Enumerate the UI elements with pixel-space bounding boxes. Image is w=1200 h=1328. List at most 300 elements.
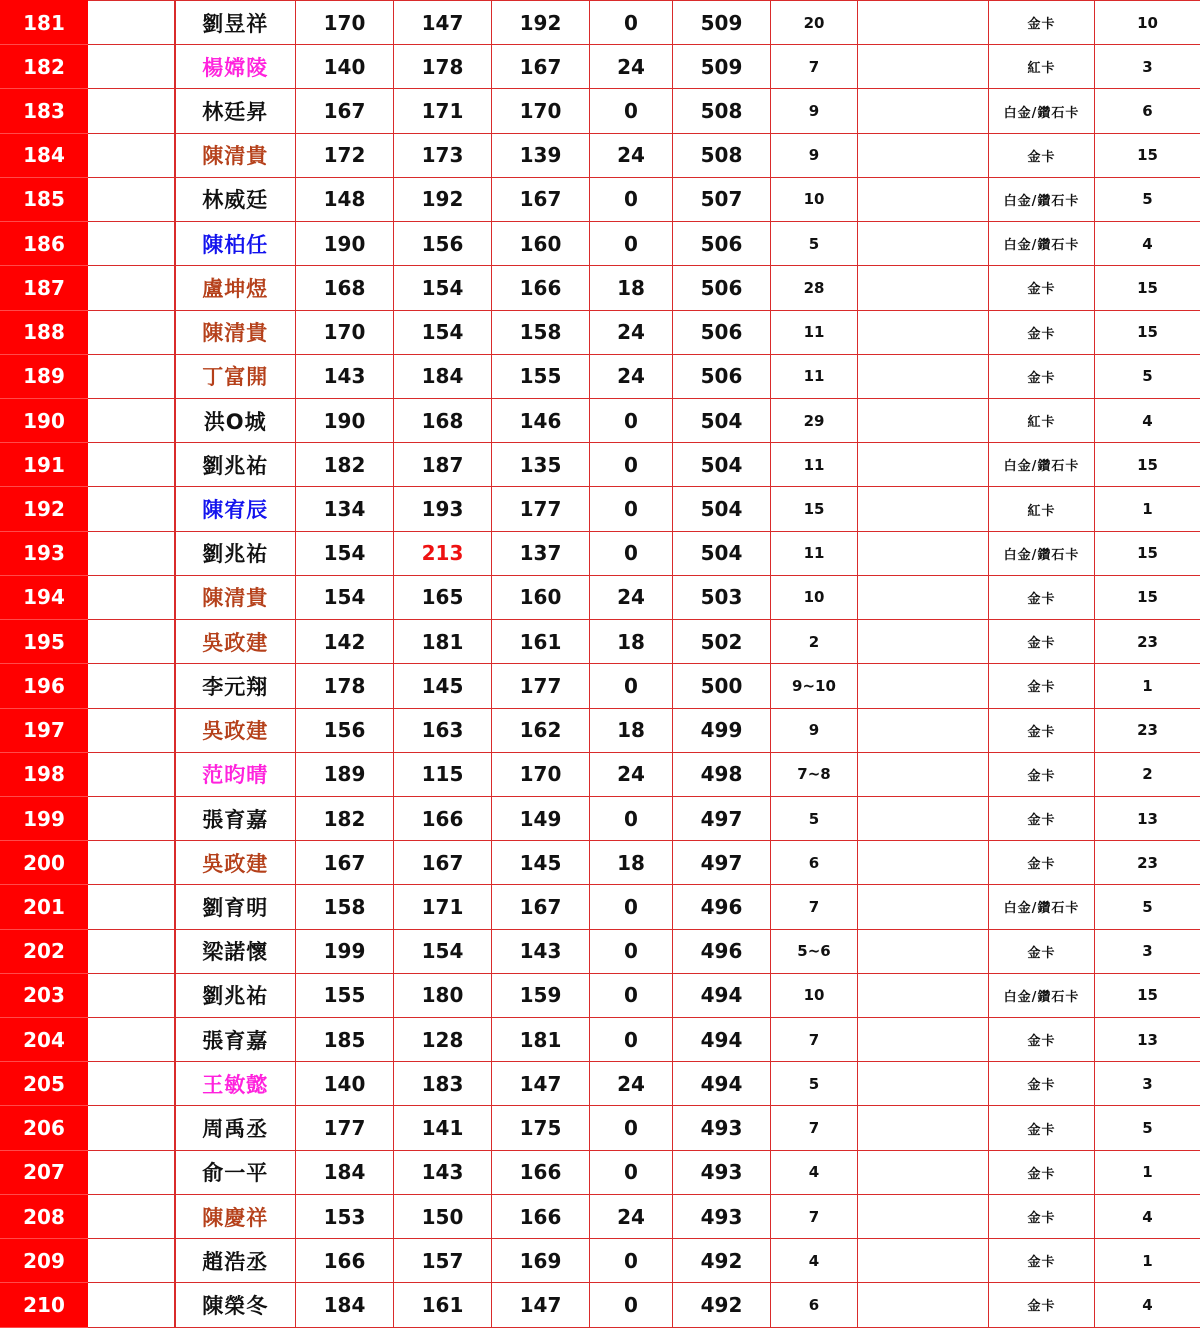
- player-name: 劉兆祐: [175, 443, 296, 487]
- member-card: 紅卡: [989, 45, 1095, 89]
- lane-number: 11: [771, 531, 858, 575]
- member-card: 金卡: [989, 310, 1095, 354]
- member-card: 金卡: [989, 664, 1095, 708]
- handicap: 0: [590, 89, 673, 133]
- handicap: 0: [590, 398, 673, 442]
- member-card: 白金/鑽石卡: [989, 177, 1095, 221]
- note-cell: [858, 708, 989, 752]
- table-row: [1, 443, 1200, 487]
- table-row: [1, 1283, 1200, 1327]
- play-count: 23: [1095, 620, 1200, 664]
- handicap: 24: [590, 354, 673, 398]
- player-name: 趙浩丞: [175, 1239, 296, 1283]
- lane-number: 5: [771, 222, 858, 266]
- lane-number: 9~10: [771, 664, 858, 708]
- total-score: 493: [673, 1106, 771, 1150]
- note-cell: [858, 620, 989, 664]
- total-score: 502: [673, 620, 771, 664]
- play-count: 10: [1095, 1, 1200, 45]
- handicap: 18: [590, 841, 673, 885]
- handicap: 0: [590, 1283, 673, 1327]
- rank-cell: 203: [1, 973, 88, 1017]
- play-count: 3: [1095, 1062, 1200, 1106]
- note-cell: [858, 973, 989, 1017]
- rank-cell: 186: [1, 222, 88, 266]
- rank-cell: 201: [1, 885, 88, 929]
- table-row: [1, 354, 1200, 398]
- member-card: 金卡: [989, 266, 1095, 310]
- game2-score: 167: [394, 841, 492, 885]
- play-count: 15: [1095, 266, 1200, 310]
- note-cell: [858, 310, 989, 354]
- total-score: 509: [673, 1, 771, 45]
- lane-number: 11: [771, 443, 858, 487]
- lane-number: 10: [771, 575, 858, 619]
- handicap: 24: [590, 310, 673, 354]
- note-cell: [858, 1239, 989, 1283]
- game2-score: 156: [394, 222, 492, 266]
- game1-score: 167: [296, 841, 394, 885]
- lane-number: 5~6: [771, 929, 858, 973]
- game1-score: 184: [296, 1283, 394, 1327]
- rank-band: [88, 973, 175, 1017]
- play-count: 4: [1095, 1194, 1200, 1238]
- total-score: 504: [673, 487, 771, 531]
- game2-score: 213: [394, 531, 492, 575]
- play-count: 15: [1095, 973, 1200, 1017]
- rank-cell: 204: [1, 1018, 88, 1062]
- game2-score: 192: [394, 177, 492, 221]
- note-cell: [858, 796, 989, 840]
- note-cell: [858, 487, 989, 531]
- member-card: 金卡: [989, 752, 1095, 796]
- game1-score: 177: [296, 1106, 394, 1150]
- handicap: 0: [590, 929, 673, 973]
- lane-number: 15: [771, 487, 858, 531]
- handicap: 0: [590, 1106, 673, 1150]
- game3-score: 161: [492, 620, 590, 664]
- rank-band: [88, 1194, 175, 1238]
- play-count: 2: [1095, 752, 1200, 796]
- table-row: [1, 664, 1200, 708]
- total-score: 492: [673, 1283, 771, 1327]
- game2-score: 163: [394, 708, 492, 752]
- game2-score: 171: [394, 89, 492, 133]
- game1-score: 170: [296, 310, 394, 354]
- member-card: 金卡: [989, 796, 1095, 840]
- play-count: 5: [1095, 177, 1200, 221]
- rank-cell: 202: [1, 929, 88, 973]
- table-row: [1, 398, 1200, 442]
- lane-number: 4: [771, 1150, 858, 1194]
- total-score: 504: [673, 398, 771, 442]
- rank-band: [88, 1150, 175, 1194]
- rank-band: [88, 664, 175, 708]
- member-card: 金卡: [989, 354, 1095, 398]
- game2-score: 165: [394, 575, 492, 619]
- member-card: 金卡: [989, 1283, 1095, 1327]
- total-score: 500: [673, 664, 771, 708]
- member-card: 金卡: [989, 1018, 1095, 1062]
- note-cell: [858, 575, 989, 619]
- handicap: 0: [590, 796, 673, 840]
- total-score: 496: [673, 885, 771, 929]
- play-count: 5: [1095, 1106, 1200, 1150]
- lane-number: 10: [771, 177, 858, 221]
- rank-cell: 188: [1, 310, 88, 354]
- player-name: 陳清貴: [175, 133, 296, 177]
- game3-score: 149: [492, 796, 590, 840]
- game2-score: 154: [394, 266, 492, 310]
- handicap: 0: [590, 487, 673, 531]
- table-row: [1, 929, 1200, 973]
- game2-score: 128: [394, 1018, 492, 1062]
- table-row: [1, 841, 1200, 885]
- player-name: 梁諾懷: [175, 929, 296, 973]
- lane-number: 9: [771, 89, 858, 133]
- handicap: 0: [590, 1018, 673, 1062]
- member-card: 白金/鑽石卡: [989, 89, 1095, 133]
- lane-number: 20: [771, 1, 858, 45]
- game3-score: 170: [492, 752, 590, 796]
- note-cell: [858, 354, 989, 398]
- play-count: 15: [1095, 443, 1200, 487]
- game3-score: 160: [492, 575, 590, 619]
- player-name: 林威廷: [175, 177, 296, 221]
- player-name: 陳慶祥: [175, 1194, 296, 1238]
- player-name: 范昀晴: [175, 752, 296, 796]
- total-score: 507: [673, 177, 771, 221]
- note-cell: [858, 222, 989, 266]
- game2-score: 115: [394, 752, 492, 796]
- handicap: 18: [590, 620, 673, 664]
- member-card: 金卡: [989, 1150, 1095, 1194]
- lane-number: 7: [771, 45, 858, 89]
- total-score: 497: [673, 841, 771, 885]
- note-cell: [858, 1150, 989, 1194]
- player-name: 陳清貴: [175, 575, 296, 619]
- game3-score: 162: [492, 708, 590, 752]
- player-name: 劉兆祐: [175, 531, 296, 575]
- rank-band: [88, 796, 175, 840]
- game3-score: 143: [492, 929, 590, 973]
- note-cell: [858, 266, 989, 310]
- rank-cell: 185: [1, 177, 88, 221]
- rank-cell: 193: [1, 531, 88, 575]
- lane-number: 28: [771, 266, 858, 310]
- total-score: 498: [673, 752, 771, 796]
- lane-number: 5: [771, 796, 858, 840]
- note-cell: [858, 1062, 989, 1106]
- handicap: 18: [590, 266, 673, 310]
- rank-band: [88, 575, 175, 619]
- game2-score: 193: [394, 487, 492, 531]
- rank-band: [88, 310, 175, 354]
- note-cell: [858, 1018, 989, 1062]
- game3-score: 158: [492, 310, 590, 354]
- rank-cell: 200: [1, 841, 88, 885]
- game1-score: 153: [296, 1194, 394, 1238]
- game1-score: 140: [296, 1062, 394, 1106]
- member-card: 金卡: [989, 1062, 1095, 1106]
- total-score: 504: [673, 443, 771, 487]
- game2-score: 154: [394, 929, 492, 973]
- game1-score: 168: [296, 266, 394, 310]
- table-row: [1, 708, 1200, 752]
- lane-number: 4: [771, 1239, 858, 1283]
- member-card: 金卡: [989, 708, 1095, 752]
- rank-band: [88, 1062, 175, 1106]
- handicap: 0: [590, 885, 673, 929]
- game2-score: 178: [394, 45, 492, 89]
- member-card: 金卡: [989, 1106, 1095, 1150]
- game1-score: 199: [296, 929, 394, 973]
- table-row: [1, 177, 1200, 221]
- game2-score: 143: [394, 1150, 492, 1194]
- game2-score: 181: [394, 620, 492, 664]
- rank-cell: 192: [1, 487, 88, 531]
- game2-score: 161: [394, 1283, 492, 1327]
- lane-number: 7: [771, 1018, 858, 1062]
- play-count: 1: [1095, 1239, 1200, 1283]
- rank-cell: 181: [1, 1, 88, 45]
- lane-number: 7: [771, 885, 858, 929]
- member-card: 白金/鑽石卡: [989, 222, 1095, 266]
- rank-band: [88, 266, 175, 310]
- game3-score: 177: [492, 664, 590, 708]
- rank-band: [88, 45, 175, 89]
- game2-score: 145: [394, 664, 492, 708]
- lane-number: 5: [771, 1062, 858, 1106]
- game1-score: 166: [296, 1239, 394, 1283]
- note-cell: [858, 1106, 989, 1150]
- game2-score: 154: [394, 310, 492, 354]
- game3-score: 166: [492, 266, 590, 310]
- play-count: 3: [1095, 929, 1200, 973]
- player-name: 洪O城: [175, 398, 296, 442]
- total-score: 508: [673, 89, 771, 133]
- game1-score: 142: [296, 620, 394, 664]
- game2-score: 180: [394, 973, 492, 1017]
- game1-score: 167: [296, 89, 394, 133]
- game3-score: 167: [492, 45, 590, 89]
- table-row: [1, 1106, 1200, 1150]
- game1-score: 155: [296, 973, 394, 1017]
- table-row: [1, 222, 1200, 266]
- total-score: 506: [673, 222, 771, 266]
- play-count: 5: [1095, 885, 1200, 929]
- total-score: 508: [673, 133, 771, 177]
- player-name: 周禹丞: [175, 1106, 296, 1150]
- handicap: 24: [590, 1194, 673, 1238]
- game3-score: 169: [492, 1239, 590, 1283]
- member-card: 金卡: [989, 133, 1095, 177]
- game1-score: 190: [296, 222, 394, 266]
- rank-cell: 206: [1, 1106, 88, 1150]
- table-row: [1, 1150, 1200, 1194]
- table-row: [1, 620, 1200, 664]
- table-row: [1, 1062, 1200, 1106]
- game2-score: 147: [394, 1, 492, 45]
- player-name: 陳清貴: [175, 310, 296, 354]
- lane-number: 11: [771, 354, 858, 398]
- rank-cell: 194: [1, 575, 88, 619]
- game3-score: 166: [492, 1150, 590, 1194]
- game3-score: 145: [492, 841, 590, 885]
- play-count: 1: [1095, 664, 1200, 708]
- note-cell: [858, 531, 989, 575]
- handicap: 0: [590, 1150, 673, 1194]
- game1-score: 178: [296, 664, 394, 708]
- game1-score: 189: [296, 752, 394, 796]
- table-row: [1, 885, 1200, 929]
- handicap: 24: [590, 45, 673, 89]
- rank-band: [88, 620, 175, 664]
- total-score: 496: [673, 929, 771, 973]
- lane-number: 10: [771, 973, 858, 1017]
- play-count: 4: [1095, 398, 1200, 442]
- game1-score: 143: [296, 354, 394, 398]
- rank-band: [88, 487, 175, 531]
- rank-band: [88, 1, 175, 45]
- rank-band: [88, 1106, 175, 1150]
- game1-score: 184: [296, 1150, 394, 1194]
- lane-number: 2: [771, 620, 858, 664]
- player-name: 王敏懿: [175, 1062, 296, 1106]
- play-count: 1: [1095, 1150, 1200, 1194]
- play-count: 15: [1095, 310, 1200, 354]
- rank-band: [88, 133, 175, 177]
- player-name: 劉育明: [175, 885, 296, 929]
- player-name: 張育嘉: [175, 1018, 296, 1062]
- total-score: 492: [673, 1239, 771, 1283]
- player-name: 張育嘉: [175, 796, 296, 840]
- rank-cell: 191: [1, 443, 88, 487]
- player-name: 陳宥辰: [175, 487, 296, 531]
- handicap: 0: [590, 177, 673, 221]
- table-row: [1, 575, 1200, 619]
- handicap: 0: [590, 531, 673, 575]
- rank-band: [88, 443, 175, 487]
- play-count: 1: [1095, 487, 1200, 531]
- handicap: 0: [590, 1239, 673, 1283]
- lane-number: 29: [771, 398, 858, 442]
- play-count: 15: [1095, 531, 1200, 575]
- player-name: 丁富開: [175, 354, 296, 398]
- game3-score: 135: [492, 443, 590, 487]
- game2-score: 173: [394, 133, 492, 177]
- handicap: 18: [590, 708, 673, 752]
- member-card: 金卡: [989, 620, 1095, 664]
- rank-cell: 205: [1, 1062, 88, 1106]
- rank-cell: 210: [1, 1283, 88, 1327]
- game3-score: 159: [492, 973, 590, 1017]
- rank-cell: 182: [1, 45, 88, 89]
- rank-band: [88, 531, 175, 575]
- lane-number: 6: [771, 1283, 858, 1327]
- rank-cell: 207: [1, 1150, 88, 1194]
- game1-score: 154: [296, 531, 394, 575]
- play-count: 13: [1095, 1018, 1200, 1062]
- rank-cell: 197: [1, 708, 88, 752]
- rank-cell: 184: [1, 133, 88, 177]
- handicap: 0: [590, 664, 673, 708]
- player-name: 李元翔: [175, 664, 296, 708]
- total-score: 494: [673, 1062, 771, 1106]
- member-card: 白金/鑽石卡: [989, 973, 1095, 1017]
- game3-score: 139: [492, 133, 590, 177]
- table-row: [1, 973, 1200, 1017]
- total-score: 509: [673, 45, 771, 89]
- table-row: [1, 133, 1200, 177]
- rank-band: [88, 1283, 175, 1327]
- note-cell: [858, 45, 989, 89]
- total-score: 499: [673, 708, 771, 752]
- rank-band: [88, 841, 175, 885]
- member-card: 金卡: [989, 1239, 1095, 1283]
- total-score: 504: [673, 531, 771, 575]
- rank-band: [88, 177, 175, 221]
- lane-number: 6: [771, 841, 858, 885]
- game1-score: 170: [296, 1, 394, 45]
- rank-cell: 196: [1, 664, 88, 708]
- lane-number: 7~8: [771, 752, 858, 796]
- game3-score: 181: [492, 1018, 590, 1062]
- member-card: 白金/鑽石卡: [989, 885, 1095, 929]
- player-name: 吳政建: [175, 841, 296, 885]
- game3-score: 167: [492, 177, 590, 221]
- member-card: 金卡: [989, 1, 1095, 45]
- rank-cell: 183: [1, 89, 88, 133]
- play-count: 4: [1095, 222, 1200, 266]
- lane-number: 11: [771, 310, 858, 354]
- game1-score: 182: [296, 443, 394, 487]
- total-score: 506: [673, 310, 771, 354]
- rank-band: [88, 929, 175, 973]
- member-card: 紅卡: [989, 487, 1095, 531]
- game2-score: 150: [394, 1194, 492, 1238]
- game3-score: 155: [492, 354, 590, 398]
- lane-number: 9: [771, 133, 858, 177]
- lane-number: 7: [771, 1106, 858, 1150]
- game2-score: 168: [394, 398, 492, 442]
- rank-band: [88, 752, 175, 796]
- lane-number: 7: [771, 1194, 858, 1238]
- player-name: 劉昱祥: [175, 1, 296, 45]
- note-cell: [858, 752, 989, 796]
- game2-score: 157: [394, 1239, 492, 1283]
- player-name: 吳政建: [175, 708, 296, 752]
- handicap: 24: [590, 752, 673, 796]
- play-count: 23: [1095, 708, 1200, 752]
- game1-score: 158: [296, 885, 394, 929]
- handicap: 0: [590, 222, 673, 266]
- handicap: 24: [590, 133, 673, 177]
- game1-score: 134: [296, 487, 394, 531]
- game1-score: 182: [296, 796, 394, 840]
- table-row: [1, 531, 1200, 575]
- member-card: 金卡: [989, 841, 1095, 885]
- note-cell: [858, 929, 989, 973]
- total-score: 506: [673, 354, 771, 398]
- member-card: 白金/鑽石卡: [989, 531, 1095, 575]
- player-name: 陳榮冬: [175, 1283, 296, 1327]
- note-cell: [858, 1194, 989, 1238]
- lane-number: 9: [771, 708, 858, 752]
- rank-band: [88, 398, 175, 442]
- member-card: 金卡: [989, 929, 1095, 973]
- game3-score: 175: [492, 1106, 590, 1150]
